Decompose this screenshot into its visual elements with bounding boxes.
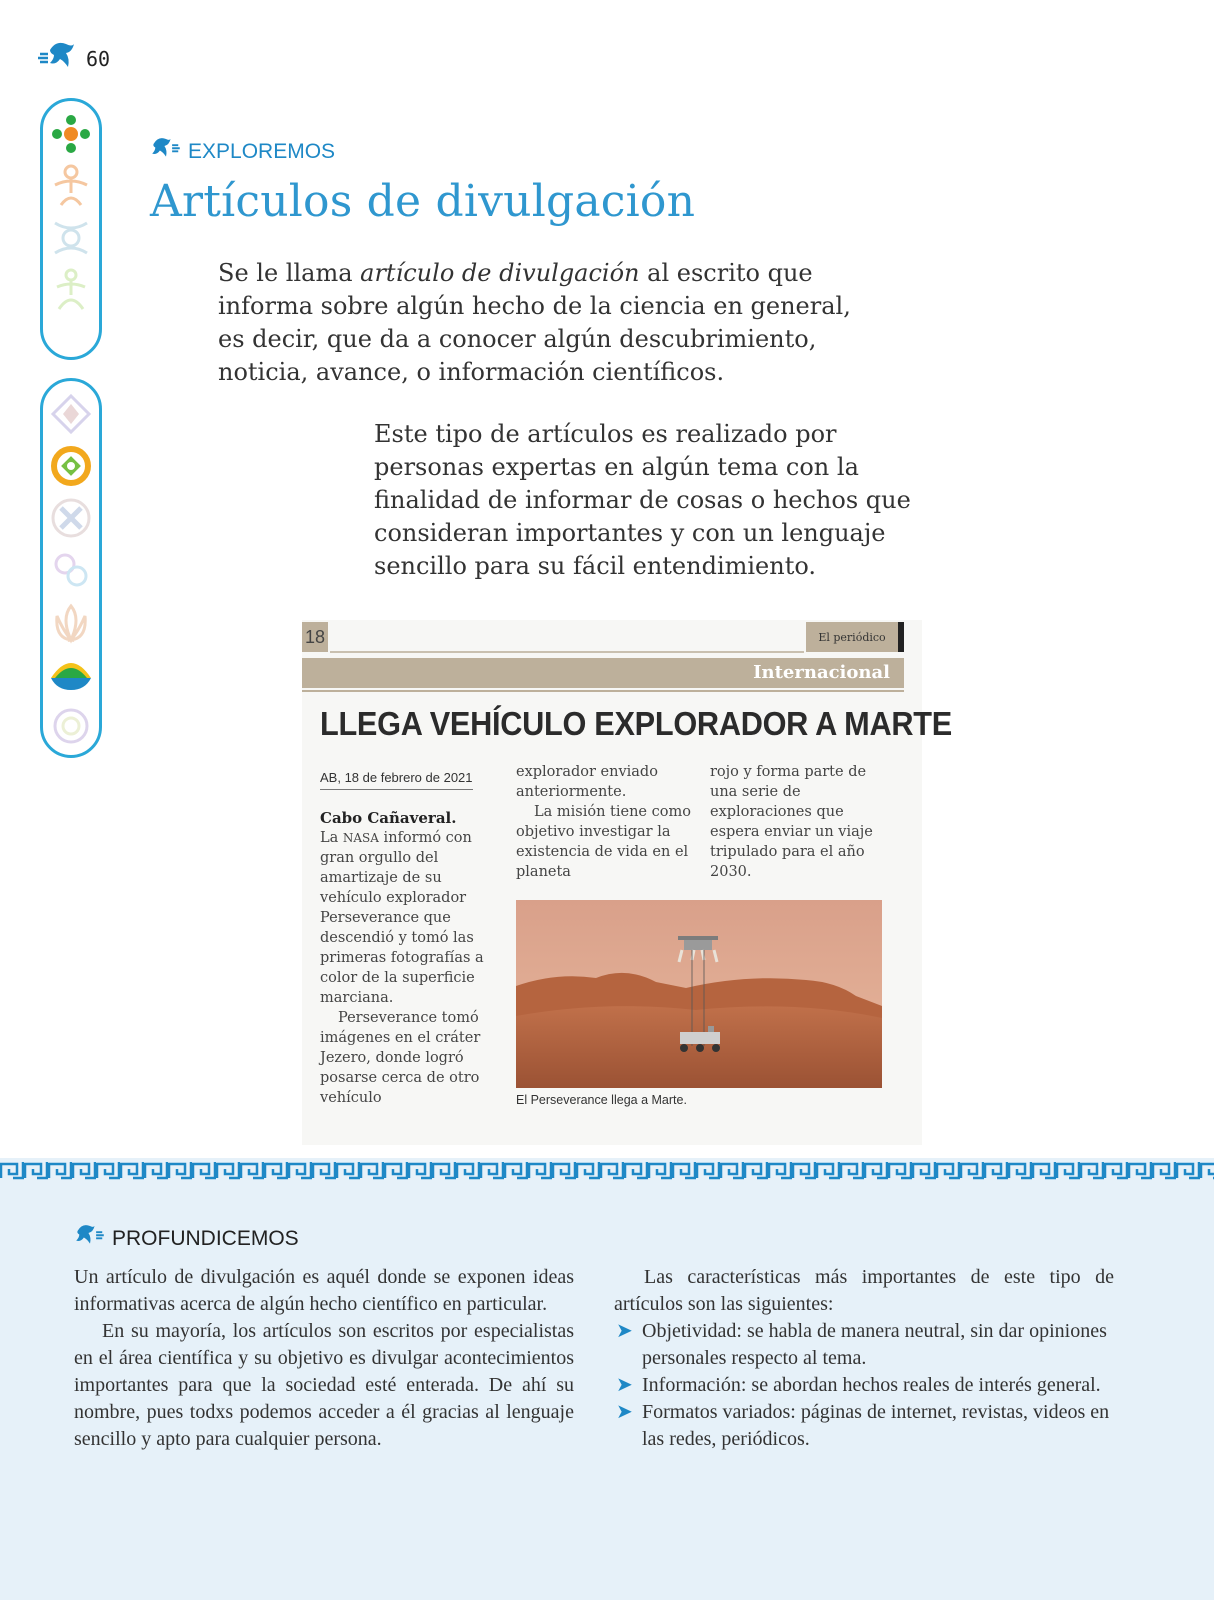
list-item: ➤ Formatos variados: páginas de internet, revistas, videos en las redes, periódicos. [616,1401,1110,1450]
sidebar-group-bottom [40,378,102,758]
newspaper-column-3: rojo y forma parte de una serie de exploraciones que espera enviar un viaje tripulado para el año 2030. [710,764,873,880]
flower-icon[interactable] [48,111,94,157]
target-icon[interactable] [48,443,94,489]
figure-icon-3[interactable] [48,267,94,313]
column-2-text: explorador enviado anteriormente. [516,764,658,800]
newspaper-clipping [302,620,952,1145]
hummingbird-icon [36,40,76,78]
deepen-left-column [74,1264,574,1453]
chevron-right-icon: ➤ [616,1320,633,1342]
column-2-text-2: La misión tiene como objetivo investigar la existencia de vida en el planeta [516,804,691,880]
section-label: EXPLOREMOS [188,140,336,163]
divider [330,651,804,653]
rings-icon[interactable] [48,547,94,593]
page-header [36,40,110,78]
characteristics-list [614,1318,1114,1453]
column-1-text: La NASA informó con gran orgullo del amartizaje de su vehículo explorador Perseverance que descendió y tomó las primeras fotografías a color de la superficie marciana. [320,830,484,1006]
figure-icon-2[interactable] [48,215,94,261]
newspaper-headline: LLEGA VEHÍCULO EXPLORADOR A MARTE [320,705,952,742]
deepen-paragraph-2: En su mayoría, los artículos son escritos por especialistas en el área científica y su objetivo es divulgar acontecimientos importantes para que la sociedad esté enterada. De ahí su nombre, pues todxs podemos acceder a él gracias al lenguaje sencillo y apto para cualquier persona. [74,1320,574,1450]
newspaper-page-number: 18 [302,622,328,652]
photo-caption: El Perseverance llega a Marte. [516,1093,687,1107]
newspaper-column-2 [516,762,694,882]
section-label: PROFUNDICEMOS [112,1227,299,1250]
chevron-right-icon: ➤ [616,1374,633,1396]
second-paragraph: Este tipo de artículos es realizado por personas expertas en algún tema con la finalidad de informar de cosas o hechos que consideran importantes y con un lenguaje sencillo para su fácil entendimiento. [374,420,911,580]
newspaper-column-1 [320,808,486,1108]
figure-icon[interactable] [48,163,94,209]
hummingbird-icon [74,1223,106,1255]
newspaper-place: Cabo Cañaveral. [320,809,457,827]
list-item: ➤ Objetividad: se habla de manera neutral, sin dar opiniones personales respecto al tema. [616,1320,1107,1369]
hummingbird-icon [150,136,182,168]
lotus-icon[interactable] [48,599,94,645]
newspaper-top-bar [302,622,908,652]
deepen-paragraph-1: Un artículo de divulgación es aquél donde se exponen ideas informativas acerca de algún hecho científico en particular. [74,1266,574,1315]
list-item: ➤ Información: se abordan hechos reales de interés general. [614,1372,1114,1399]
divider [898,622,904,652]
deepen-intro: Las características más importantes de este tipo de artículos son las siguientes: [614,1266,1114,1315]
section-deepen [74,1223,299,1255]
chevron-right-icon: ➤ [616,1401,633,1423]
section-explore [150,136,335,168]
newspaper-section: Internacional [302,658,904,688]
page-number: 60 [86,47,111,71]
greca-border [0,1158,1214,1182]
page-title: Artículos de divulgación [150,176,696,227]
sidebar-group-top [40,98,102,360]
circle-icon[interactable] [48,703,94,749]
divider [302,690,904,692]
globe-icon[interactable] [48,651,94,697]
mars-rover-photo [516,900,882,1088]
newspaper-dateline: AB, 18 de febrero de 2021 [320,770,473,790]
column-1-text-2: Perseverance tomó imágenes en el cráter Jezero, donde logró posarse cerca de otro vehículo [320,1010,481,1106]
deepen-right-column [614,1264,1114,1453]
hourglass-icon[interactable] [48,495,94,541]
newspaper-name: El periódico [806,622,898,652]
intro-paragraph: Se le llama artículo de divulgación al escrito que informa sobre algún hecho de la ciencia en general, es decir, que da a conocer algún descubrimiento, noticia, avance, o información científicos. [218,259,851,386]
compass-icon[interactable] [48,391,94,437]
